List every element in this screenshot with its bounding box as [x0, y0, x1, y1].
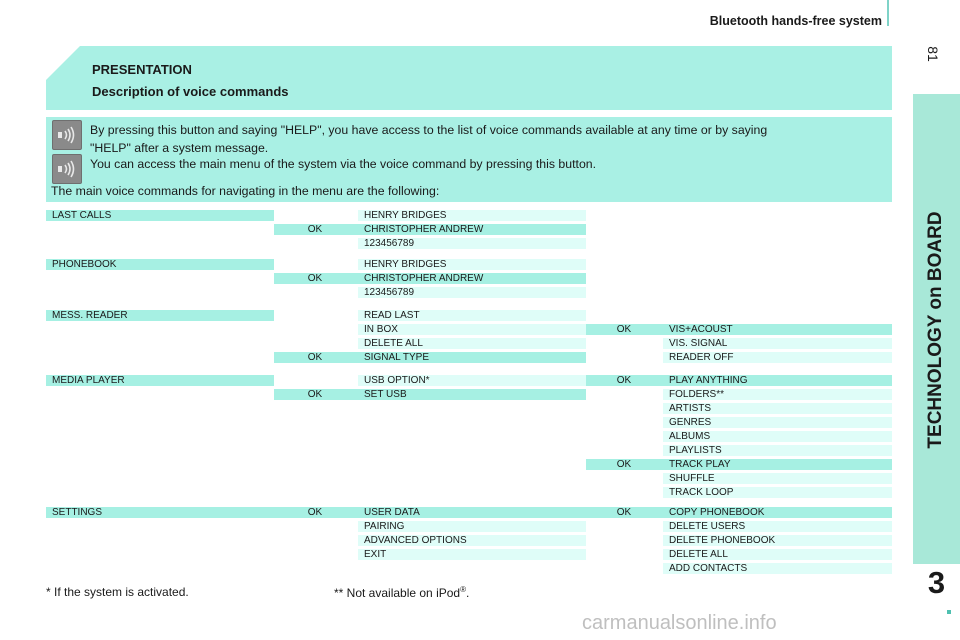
page-number: 81	[925, 46, 941, 62]
submenu-item: TRACK LOOP	[663, 487, 892, 498]
header-divider	[887, 0, 889, 26]
section-title: PRESENTATION	[92, 62, 192, 77]
submenu-item: DELETE PHONEBOOK	[663, 535, 892, 546]
submenu-item: DELETE ALL	[663, 549, 892, 560]
ok-label: OK	[307, 507, 323, 518]
ok-label: OK	[307, 224, 323, 235]
footnote-usb: * If the system is activated.	[46, 585, 189, 599]
menu-item: IN BOX	[358, 324, 586, 335]
ok-label: OK	[307, 352, 323, 363]
submenu-item: ADD CONTACTS	[663, 563, 892, 574]
submenu-item: TRACK PLAY	[669, 459, 731, 470]
submenu-item: ARTISTS	[663, 403, 892, 414]
menu-last-calls: LAST CALLS	[46, 210, 274, 221]
menu-item: SET USB	[364, 389, 407, 400]
menu-item: CHRISTOPHER ANDREW	[364, 224, 484, 235]
submenu-item: COPY PHONEBOOK	[669, 507, 765, 518]
watermark: carmanualsonline.info	[582, 612, 777, 634]
info-line-intro: The main voice commands for navigating in the menu are the following:	[51, 184, 440, 198]
info-line-help: By pressing this button and saying "HELP", you have access to the list of voice commands available at any time or by saying	[90, 123, 768, 137]
page-header-title: Bluetooth hands-free system	[709, 14, 882, 28]
voice-command-button-icon	[52, 154, 82, 184]
presentation-banner	[46, 46, 892, 110]
submenu-item: DELETE USERS	[663, 521, 892, 532]
submenu-item: READER OFF	[663, 352, 892, 363]
menu-item: HENRY BRIDGES	[358, 210, 586, 221]
section-subtitle: Description of voice commands	[92, 84, 289, 99]
menu-item: HENRY BRIDGES	[358, 259, 586, 270]
menu-item: 123456789	[358, 287, 586, 298]
ok-label: OK	[616, 324, 632, 335]
menu-item: 123456789	[358, 238, 586, 249]
submenu-item: VIS. SIGNAL	[663, 338, 892, 349]
chapter-label: TECHNOLOGY on BOARD	[925, 211, 946, 449]
menu-settings: SETTINGS	[52, 507, 103, 518]
menu-item: ADVANCED OPTIONS	[358, 535, 586, 546]
submenu-item: PLAYLISTS	[663, 445, 892, 456]
menu-mess-reader: MESS. READER	[46, 310, 274, 321]
menu-item: PAIRING	[358, 521, 586, 532]
submenu-item: SHUFFLE	[663, 473, 892, 484]
menu-media-player: MEDIA PLAYER	[46, 375, 274, 386]
menu-item: USB OPTION*	[358, 375, 586, 386]
submenu-item: GENRES	[663, 417, 892, 428]
menu-item: SIGNAL TYPE	[364, 352, 430, 363]
footnote-ipod: ** Not available on iPod®.	[334, 585, 470, 600]
ok-label: OK	[307, 273, 323, 284]
ok-label: OK	[616, 507, 632, 518]
submenu-item: FOLDERS**	[663, 389, 892, 400]
chapter-marker	[947, 610, 951, 614]
voice-command-button-icon	[52, 120, 82, 150]
info-line-main-menu: You can access the main menu of the system via the voice command by pressing this button.	[90, 157, 597, 171]
ok-label: OK	[616, 459, 632, 470]
chapter-number: 3	[927, 565, 946, 600]
menu-phonebook: PHONEBOOK	[46, 259, 274, 270]
menu-item: EXIT	[358, 549, 586, 560]
ok-label: OK	[307, 389, 323, 400]
submenu-item: VIS+ACOUST	[669, 324, 733, 335]
submenu-item: ALBUMS	[663, 431, 892, 442]
info-line-help-cont: "HELP" after a system message.	[90, 141, 269, 155]
submenu-item: PLAY ANYTHING	[669, 375, 748, 386]
menu-item: USER DATA	[364, 507, 420, 518]
menu-item: DELETE ALL	[358, 338, 586, 349]
menu-item: READ LAST	[358, 310, 586, 321]
ok-label: OK	[616, 375, 632, 386]
menu-item: CHRISTOPHER ANDREW	[364, 273, 484, 284]
